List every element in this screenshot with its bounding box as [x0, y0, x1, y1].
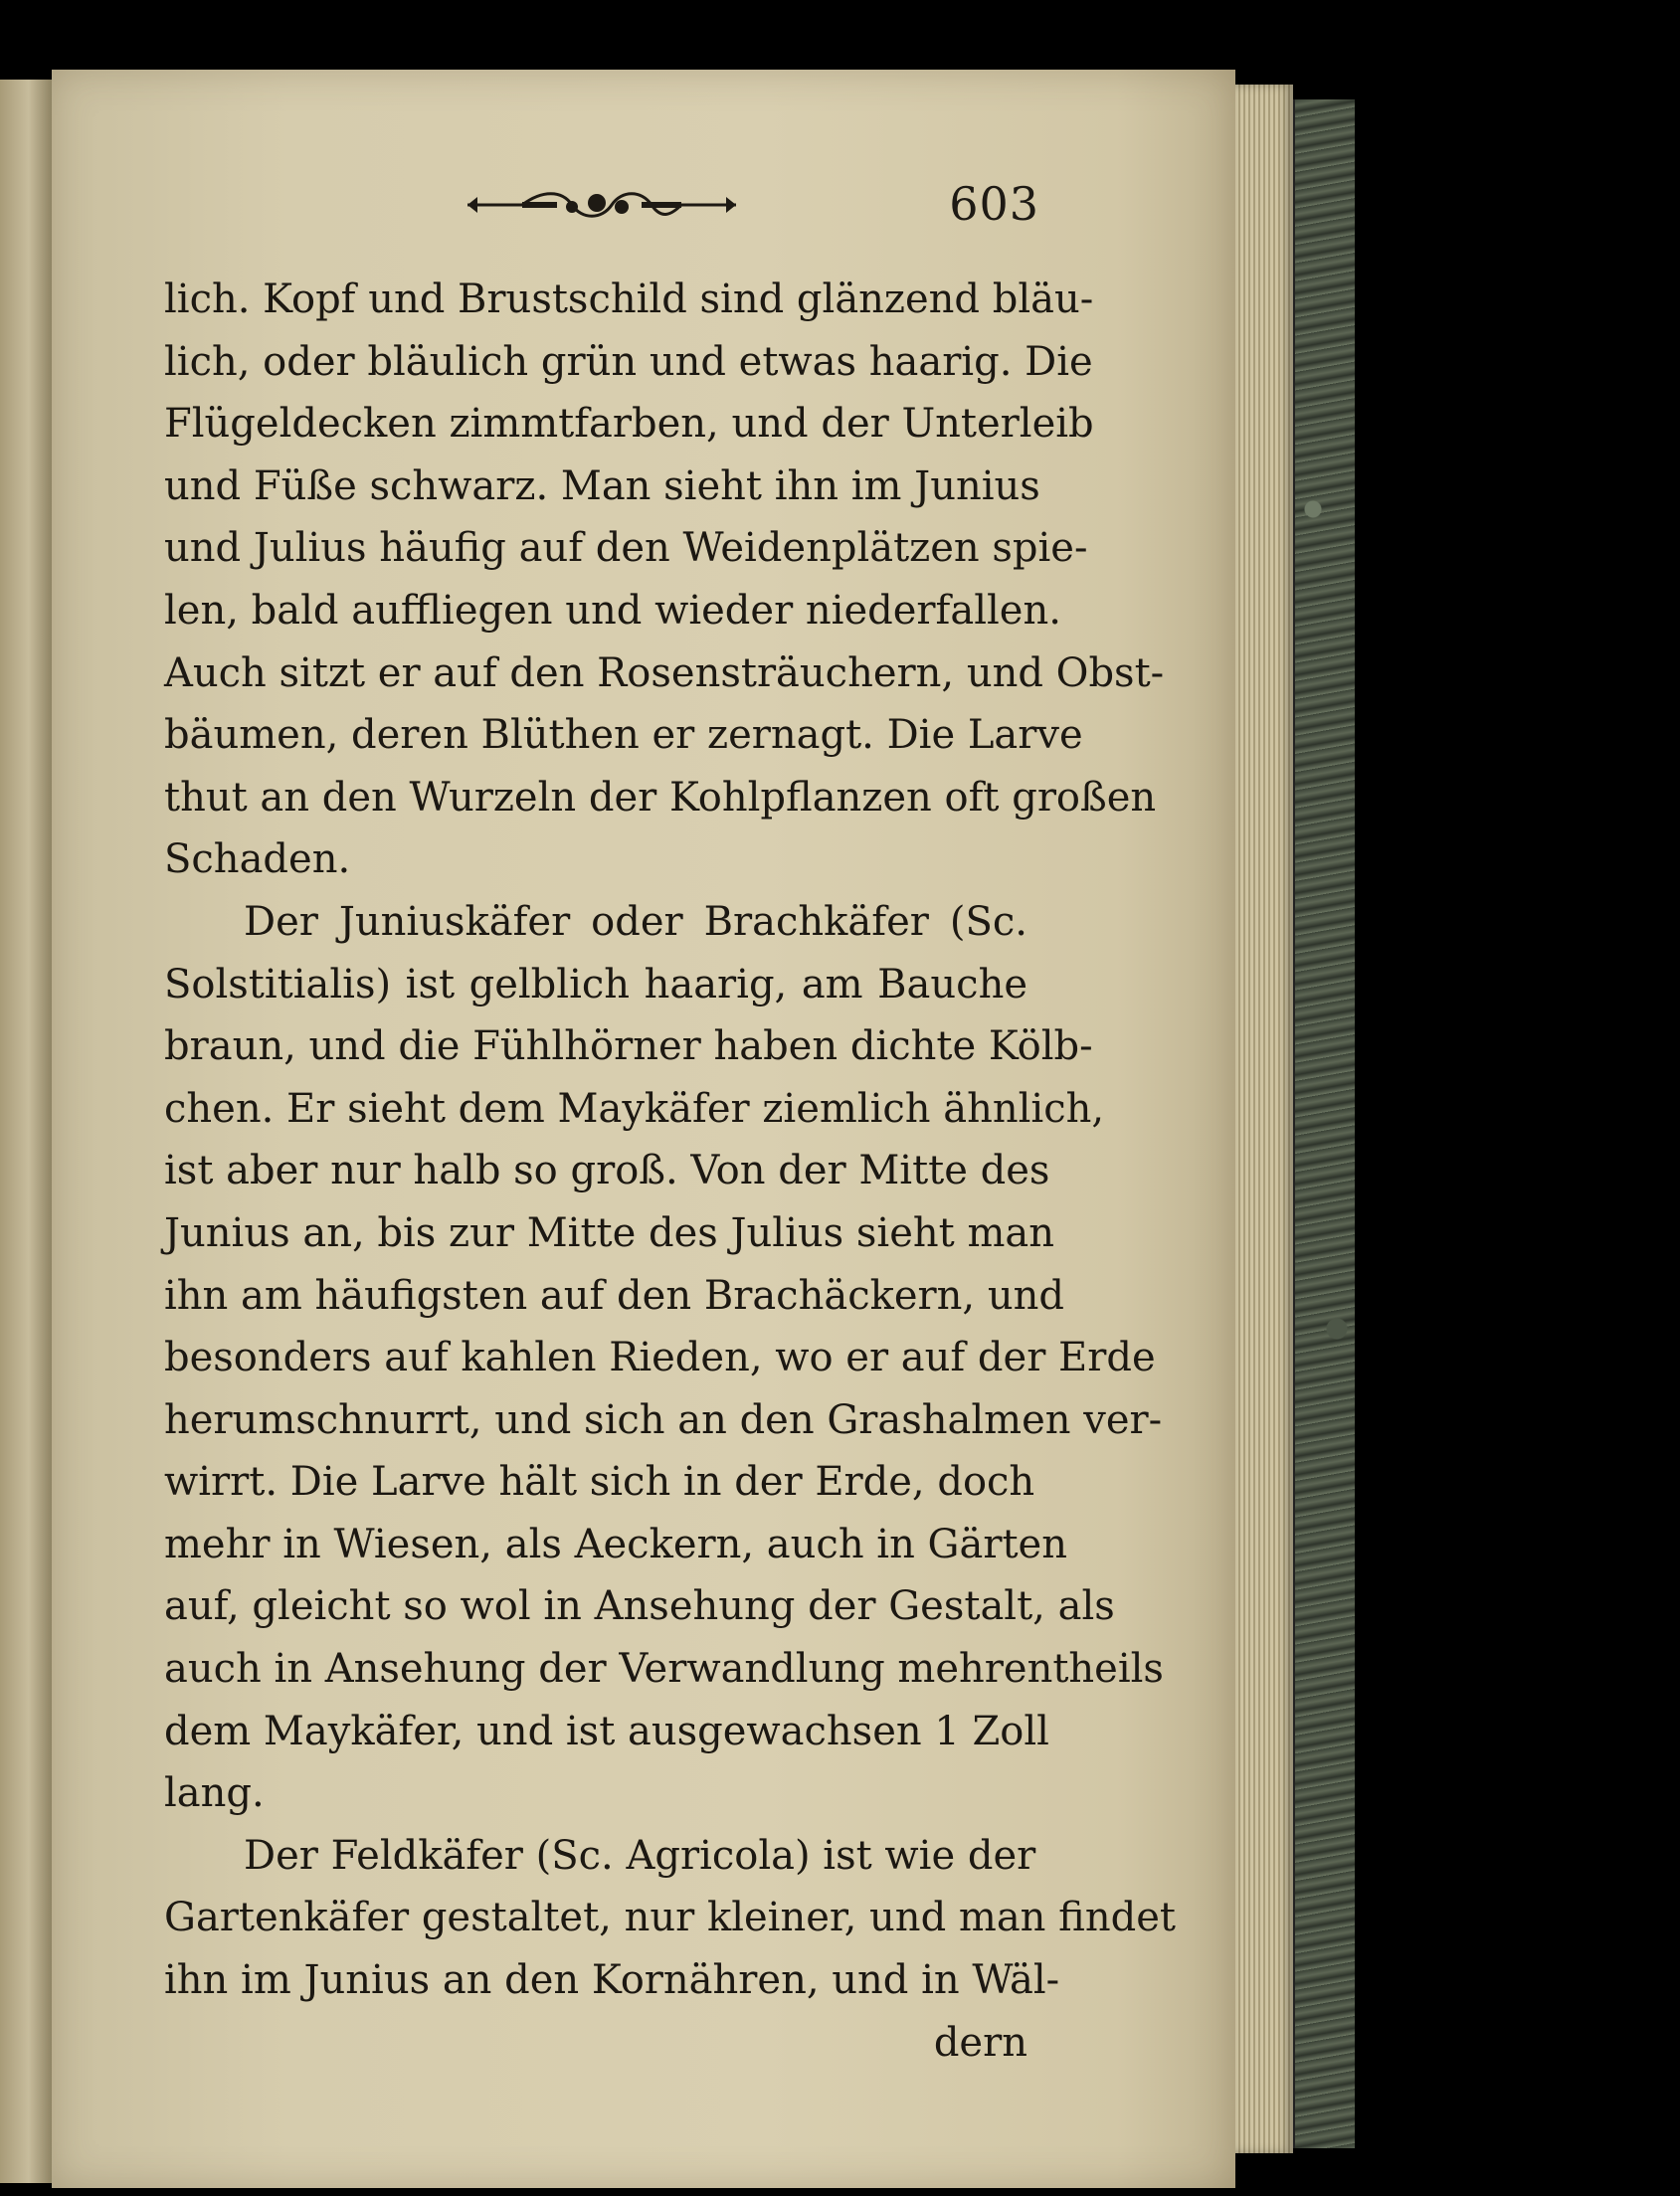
- text-line: braun, und die Fühlhörner haben dichte Kölb-: [164, 1023, 1093, 1070]
- text-line: thut an den Wurzeln der Kohlpflanzen oft großen: [164, 774, 1157, 821]
- text-line: Solstitialis) ist gelblich haarig, am Bauche: [164, 961, 1027, 1007]
- text-line: ihn im Junius an den Kornähren, und in Wäl-: [164, 1957, 1060, 2004]
- page-number: 603: [949, 177, 1039, 231]
- page-header: [164, 177, 1039, 237]
- text-line: Auch sitzt er auf den Rosensträuchern, und Obst-: [164, 649, 1165, 696]
- text-line: wirrt. Die Larve hält sich in der Erde, doch: [164, 1459, 1035, 1506]
- printer-ornament-icon: [463, 185, 741, 225]
- text-line: und Füße schwarz. Man sieht ihn im Junius: [164, 462, 1040, 509]
- text-line: besonders auf kahlen Rieden, wo er auf der Erde: [164, 1335, 1156, 1381]
- text-line: Der Juniuskäfer oder Brachkäfer (Sc.: [244, 898, 1027, 945]
- text-line: len, bald auffliegen und wieder niederfallen.: [164, 587, 1061, 634]
- text-line: Gartenkäfer gestaltet, nur kleiner, und man findet: [164, 1895, 1176, 1941]
- text-line: Junius an, bis zur Mitte des Julius sieht man: [164, 1209, 1054, 1256]
- text-line: auf, gleicht so wol in Ansehung der Gestalt, als: [164, 1583, 1115, 1630]
- text-line: lich, oder bläulich grün und etwas haarig. Die: [164, 338, 1093, 385]
- catchword: dern: [933, 2019, 1027, 2066]
- text-line: lich. Kopf und Brustschild sind glänzend bläu-: [164, 276, 1094, 322]
- text-line: lang.: [164, 1770, 265, 1817]
- text-line: auch in Ansehung der Verwandlung mehrentheils: [164, 1646, 1164, 1693]
- text-line: bäumen, deren Blüthen er zernagt. Die Larve: [164, 712, 1083, 759]
- text-line: Der Feldkäfer (Sc. Agricola) ist wie der: [244, 1832, 1036, 1879]
- text-line: Flügeldecken zimmtfarben, und der Unterleib: [164, 401, 1094, 448]
- text-line: und Julius häufig auf den Weidenplätzen spie-: [164, 525, 1088, 572]
- body-text: [164, 269, 1176, 2074]
- text-line: Schaden.: [164, 836, 351, 883]
- text-line: dem Maykäfer, und ist ausgewachsen 1 Zoll: [164, 1708, 1049, 1754]
- marbled-cover: [1293, 99, 1355, 2148]
- previous-page-edge: [0, 80, 54, 2183]
- text-line: ihn am häufigsten auf den Brachäckern, und: [164, 1272, 1064, 1319]
- text-line: mehr in Wiesen, als Aeckern, auch in Gärten: [164, 1521, 1067, 1567]
- text-line: ist aber nur halb so groß. Von der Mitte des: [164, 1148, 1050, 1194]
- text-line: chen. Er sieht dem Maykäfer ziemlich ähnlich,: [164, 1085, 1105, 1132]
- text-line: herumschnurrt, und sich an den Grashalmen ver-: [164, 1396, 1163, 1443]
- page-edges-stack: [1235, 85, 1293, 2153]
